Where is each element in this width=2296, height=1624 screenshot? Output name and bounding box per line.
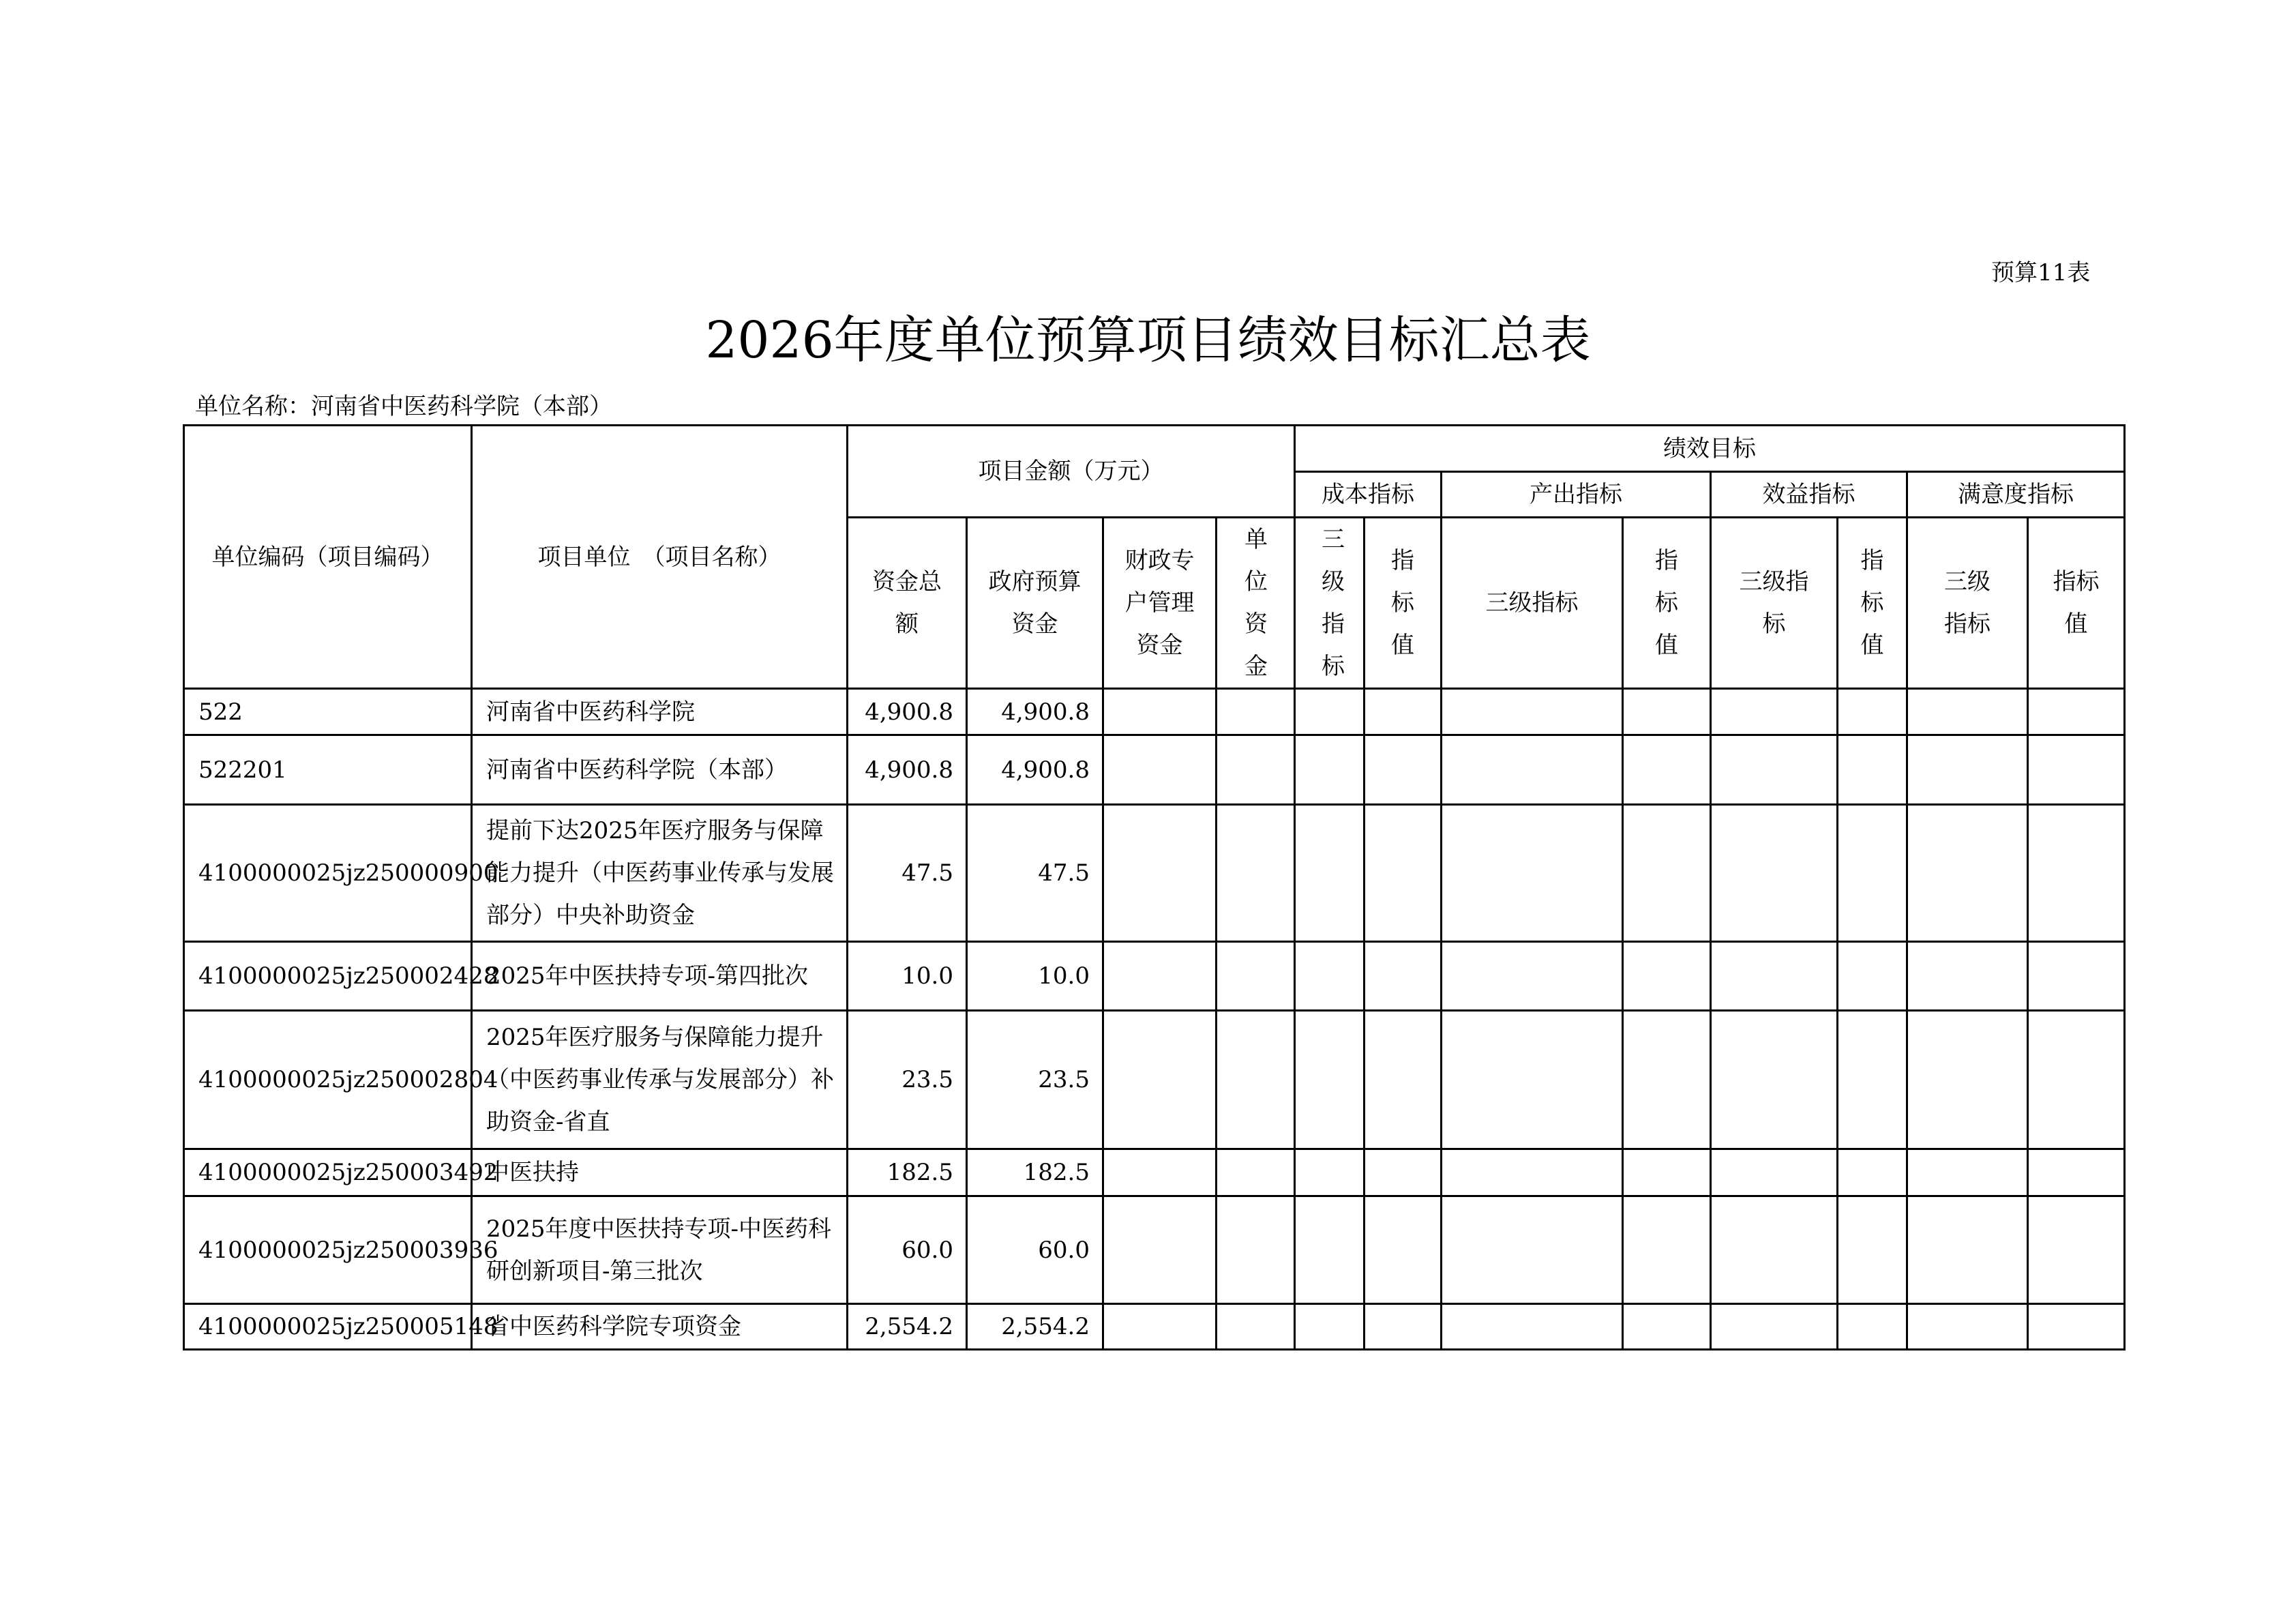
row-gov: 2,554.2	[967, 1304, 1103, 1350]
header-output-value: 指标值	[1623, 518, 1711, 689]
row-gov: 23.5	[967, 1011, 1103, 1149]
table-row	[184, 689, 2125, 735]
page-title: 2026年度单位预算项目绩效目标汇总表	[705, 311, 1591, 370]
table-row	[184, 942, 2125, 1011]
row-name: 中医扶持	[472, 1149, 848, 1196]
performance-target-table	[183, 424, 2126, 1350]
header-satisfaction: 满意度指标	[1907, 472, 2125, 518]
header-output-level3: 三级指标	[1442, 518, 1623, 689]
row-code: 4100000025jz250003492	[184, 1149, 472, 1196]
row-name: 2025年中医扶持专项-第四批次	[472, 942, 848, 1011]
row-gov: 4,900.8	[967, 689, 1103, 735]
header-cost-level3: 三级指标	[1295, 518, 1365, 689]
header-amount-group: 项目金额（万元）	[848, 426, 1295, 518]
table-row	[184, 1149, 2125, 1196]
row-gov: 182.5	[967, 1149, 1103, 1196]
table-row	[184, 735, 2125, 805]
header-special: 财政专户管理资金	[1103, 518, 1217, 689]
row-gov: 4,900.8	[967, 735, 1103, 805]
header-benefit-value: 指标值	[1838, 518, 1907, 689]
header-unit: 项目单位 （项目名称）	[472, 426, 848, 689]
row-gov: 10.0	[967, 942, 1103, 1011]
row-name: 2025年医疗服务与保障能力提升（中医药事业传承与发展部分）补助资金-省直	[472, 1011, 848, 1149]
row-total: 23.5	[848, 1011, 967, 1149]
header-output: 产出指标	[1442, 472, 1711, 518]
row-code: 4100000025jz250000900	[184, 805, 472, 942]
row-code: 4100000025jz250002428	[184, 942, 472, 1011]
row-total: 4,900.8	[848, 689, 967, 735]
header-benefit: 效益指标	[1711, 472, 1907, 518]
row-gov: 60.0	[967, 1196, 1103, 1304]
header-code: 单位编码（项目编码）	[184, 426, 472, 689]
row-total: 4,900.8	[848, 735, 967, 805]
header-performance-group: 绩效目标	[1295, 426, 2125, 472]
header-own: 单位资金	[1217, 518, 1295, 689]
row-code: 522201	[184, 735, 472, 805]
row-code: 4100000025jz250002804	[184, 1011, 472, 1149]
table-row	[184, 1304, 2125, 1350]
header-cost-value: 指标值	[1365, 518, 1442, 689]
row-name: 2025年度中医扶持专项-中医药科研创新项目-第三批次	[472, 1196, 848, 1304]
form-number: 预算11表	[1991, 259, 2091, 286]
header-cost: 成本指标	[1295, 472, 1442, 518]
header-satisfaction-value: 指标值	[2028, 518, 2125, 689]
row-name: 河南省中医药科学院（本部）	[472, 735, 848, 805]
header-total: 资金总额	[848, 518, 967, 689]
row-total: 60.0	[848, 1196, 967, 1304]
row-name: 省中医药科学院专项资金	[472, 1304, 848, 1350]
row-name: 河南省中医药科学院	[472, 689, 848, 735]
table-row	[184, 805, 2125, 942]
row-total: 10.0	[848, 942, 967, 1011]
row-code: 4100000025jz250005148	[184, 1304, 472, 1350]
row-name: 提前下达2025年医疗服务与保障能力提升（中医药事业传承与发展部分）中央补助资金	[472, 805, 848, 942]
row-code: 522	[184, 689, 472, 735]
table-row	[184, 1196, 2125, 1304]
row-code: 4100000025jz250003936	[184, 1196, 472, 1304]
header-gov: 政府预算资金	[967, 518, 1103, 689]
table-row	[184, 1011, 2125, 1149]
header-satisfaction-level3: 三级指标	[1907, 518, 2028, 689]
header-benefit-level3: 三级指标	[1711, 518, 1838, 689]
row-gov: 47.5	[967, 805, 1103, 942]
row-total: 2,554.2	[848, 1304, 967, 1350]
row-total: 182.5	[848, 1149, 967, 1196]
unit-name: 单位名称：河南省中医药科学院（本部）	[195, 393, 612, 420]
row-total: 47.5	[848, 805, 967, 942]
